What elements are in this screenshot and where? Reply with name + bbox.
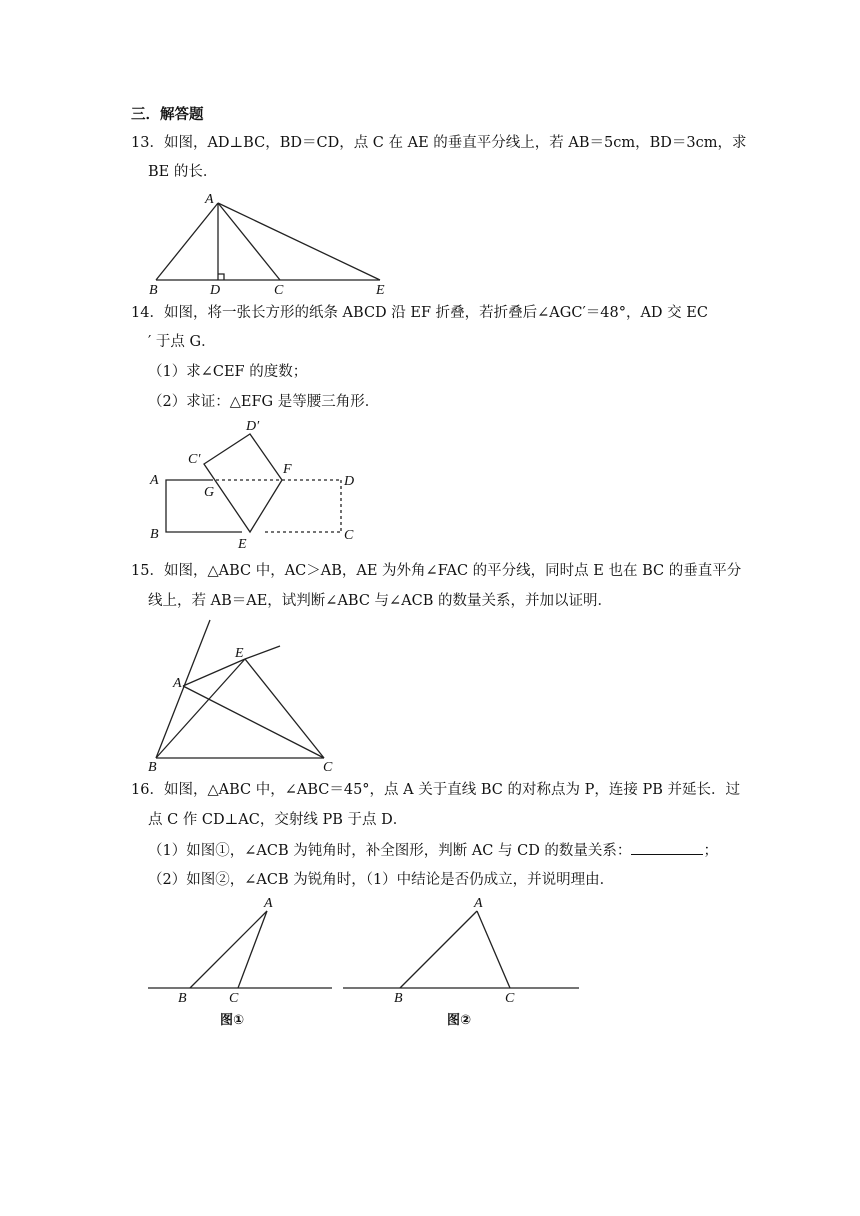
q14-label-g: G [204,485,215,500]
q16-fig2-caption: 图② [447,1013,472,1028]
q15-label-b: B [148,760,157,775]
q16-sub1-text: （1）如图①，∠ACB 为钝角时，补全图形，判断 AC 与 CD 的数量关系： [148,843,632,859]
q14-label-e: E [238,537,247,552]
q16-fig2-label-a: A [474,896,483,911]
q16-figure2 [343,911,579,988]
q14-text-line2: ′ 于点 G． [148,334,216,350]
q14-label-d: D [344,474,355,489]
q16-fig2-label-b: B [394,991,403,1006]
q15-label-a: A [173,676,182,691]
q13-figure [156,203,380,280]
q16-text-line2: 点 C 作 CD⊥AC，交射线 PB 于点 D． [148,812,408,828]
section-heading: 三．解答题 [131,106,204,123]
q15-label-c: C [323,760,333,775]
q14-label-f: F [283,462,292,477]
q15-text-line2: 线上，若 AB＝AE，试判断∠ABC 与∠ACB 的数量关系，并加以证明． [148,593,613,609]
q13-text-line2: BE 的长． [148,164,218,180]
q14-sub1: （1）求∠CEF 的度数； [148,364,308,380]
q13-text-line1: 13．如图，AD⊥BC，BD＝CD，点 C 在 AE 的垂直平分线上，若 AB＝5cm，BD＝3cm，求 [131,135,747,151]
q14-label-c-prime: C′ [188,452,201,467]
q14-text-line1: 14．如图，将一张长方形的纸条 ABCD 沿 EF 折叠，若折叠后∠AGC′＝48°，AD 交 EC [131,305,708,321]
q15-label-e: E [235,646,244,661]
q16-sub2: （2）如图②，∠ACB 为锐角时，（1）中结论是否仍成立，并说明理由． [148,872,615,888]
q15-text-line1: 15．如图，△ABC 中，AC＞AB，AE 为外角∠FAC 的平分线，同时点 E 也在 BC 的垂直平分 [131,563,742,579]
q13-label-c: C [274,283,284,298]
q13-label-d: D [210,283,221,298]
q14-sub2: （2）求证：△EFG 是等腰三角形． [148,394,380,410]
q14-label-b: B [150,527,159,542]
q16-sub1-end: ； [703,843,718,859]
q16-text-line1: 16．如图，△ABC 中，∠ABC＝45°，点 A 关于直线 BC 的对称点为 P，连接 PB 并延长．过 [131,782,740,798]
q16-fig2-label-c: C [505,991,515,1006]
q13-label-a: A [205,192,214,207]
q14-label-d-prime: D′ [246,419,260,434]
q16-fig1-label-c: C [229,991,239,1006]
q16-figure1 [148,911,332,988]
q14-label-c: C [344,528,354,543]
q13-label-b: B [149,283,158,298]
q14-label-a: A [150,473,159,488]
q13-label-e: E [376,283,385,298]
q16-fig1-caption: 图① [220,1013,245,1028]
q14-figure [166,434,341,532]
q16-fig1-label-b: B [178,991,187,1006]
q16-fig1-label-a: A [264,896,273,911]
